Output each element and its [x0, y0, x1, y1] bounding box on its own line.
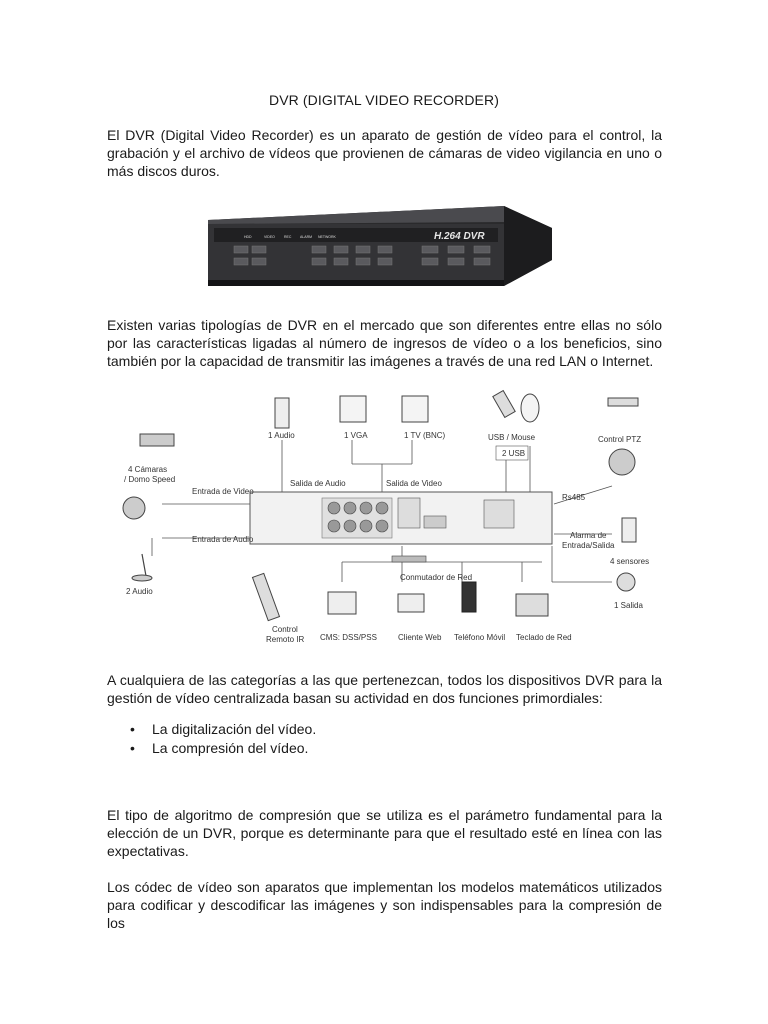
label-mobile-phone: Teléfono Móvil	[454, 633, 506, 642]
label-alarm-2: Entrada/Salida	[562, 541, 615, 550]
label-relay-out: 1 Salida	[614, 601, 643, 610]
label-control-ptz: Control PTZ	[598, 435, 642, 444]
label-network-keyboard: Teclado de Red	[516, 633, 572, 642]
label-video-in: Entrada de Video	[192, 487, 254, 496]
dvr-brand-label: H.264 DVR	[434, 231, 485, 242]
label-vga: 1 VGA	[344, 431, 368, 440]
label-audio-out: 1 Audio	[268, 431, 295, 440]
label-audio-in: Entrada de Audio	[192, 535, 254, 544]
label-remote-1: Control	[272, 625, 298, 634]
indicator-network: NETWORK	[318, 235, 336, 239]
dvr-connection-diagram	[112, 386, 662, 650]
label-rs485: Rs485	[562, 493, 586, 502]
list-item: • La compresión del vídeo.	[107, 739, 662, 758]
label-usb-mouse: USB / Mouse	[488, 433, 536, 442]
indicator-hdd: HDD	[244, 235, 252, 239]
label-alarm-1: Alarma de	[570, 531, 607, 540]
label-2-usb: 2 USB	[502, 449, 526, 458]
paragraph-algorithm: El tipo de algoritmo de compresión que se utiliza es el parámetro fundamental para la elección de un DVR, porque es determinante para que el resultado esté en línea con las expectativas.	[107, 807, 662, 859]
indicator-video: VIDEO	[264, 235, 275, 239]
label-audio-2: 2 Audio	[126, 587, 153, 596]
paragraph-intro: El DVR (Digital Video Recorder) es un aparato de gestión de vídeo para el control, la grabación y el archivo de vídeos que provienen de cámaras de video vigilancia en uno o más discos duros.	[107, 127, 662, 179]
label-network-switch: Conmutador de Red	[400, 573, 473, 582]
label-cms: CMS: DSS/PSS	[320, 633, 377, 642]
list-item: • La digitalización del vídeo.	[107, 720, 662, 739]
label-domo-speed: / Domo Speed	[124, 475, 176, 484]
label-sensors: 4 sensores	[610, 557, 650, 566]
indicator-rec: REC	[284, 235, 292, 239]
indicator-alarm: ALARM	[300, 235, 313, 239]
document-title: DVR (DIGITAL VIDEO RECORDER)	[269, 92, 499, 108]
label-web-client: Cliente Web	[398, 633, 442, 642]
label-cameras: 4 Cámaras	[128, 465, 168, 474]
label-tv: 1 TV (BNC)	[404, 431, 446, 440]
paragraph-types: Existen varias tipologías de DVR en el mercado que son diferentes entre ellas no sólo por las características ligadas al número de ingresos de vídeo o a los beneficios, sino también por la capacidad de transmitir las imágenes a través de una red LAN o Internet.	[107, 317, 662, 369]
label-video-output: Salida de Video	[386, 479, 442, 488]
functions-list	[107, 720, 662, 758]
paragraph-codecs: Los códec de vídeo son aparatos que implementan los modelos matemáticos utilizados para codificar y descodificar las imágenes y son indispensables para la compresión de los	[107, 879, 662, 931]
dvr-device-image	[204, 198, 556, 290]
label-remote-2: Remoto IR	[266, 635, 305, 644]
label-audio-output: Salida de Audio	[290, 479, 346, 488]
paragraph-categories: A cualquiera de las categorías a las que pertenezcan, todos los dispositivos DVR para la gestión de vídeo centralizada basan su actividad en dos funciones primordiales:	[107, 672, 662, 706]
